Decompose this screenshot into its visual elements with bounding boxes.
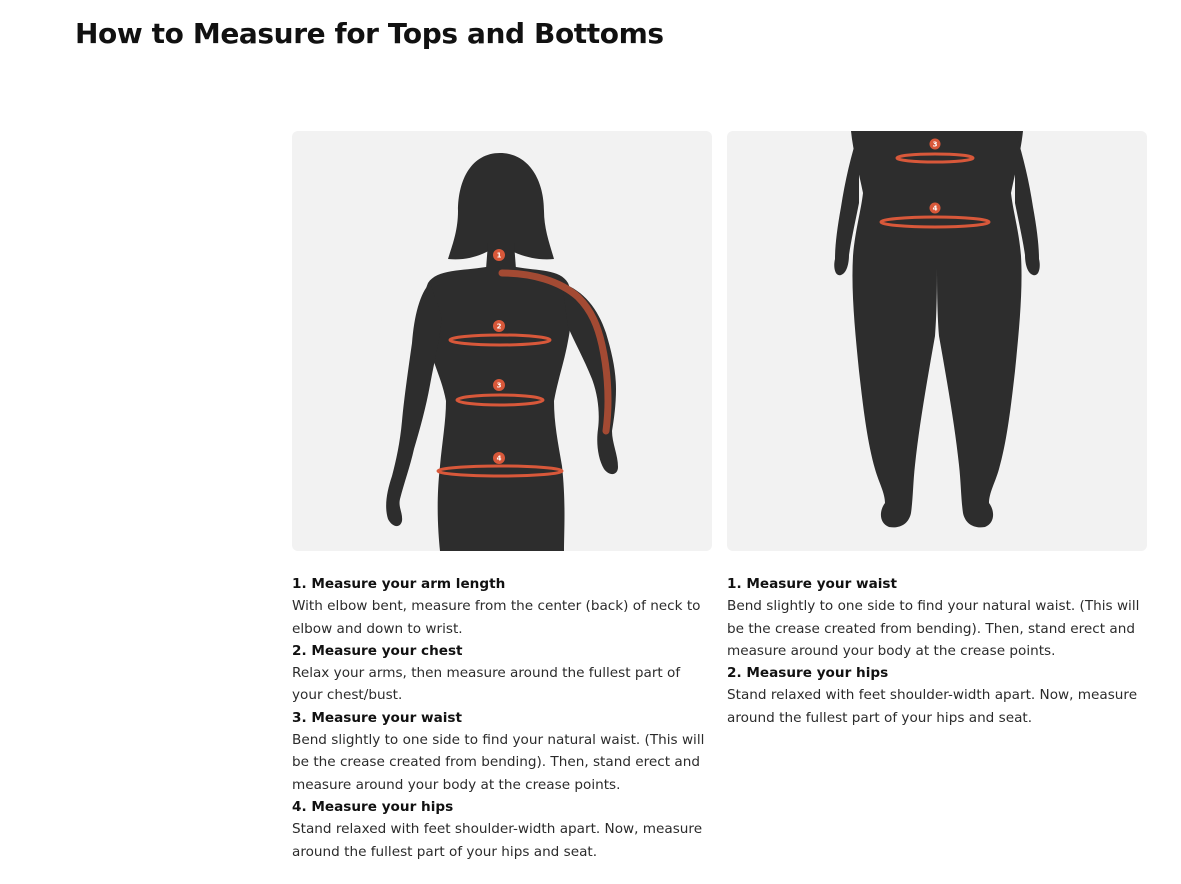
step-item (727, 573, 1147, 662)
bottoms-instructions (727, 573, 1147, 729)
step-title: 4. Measure your hips (292, 798, 454, 815)
badge-4 (493, 452, 505, 464)
badge-3 (493, 379, 505, 391)
step-text: Stand relaxed with feet shoulder-width apart. Now, measure around the fullest part of your hips and seat. (292, 821, 703, 860)
step-item (292, 707, 712, 796)
bottoms-figure-illustration (727, 131, 1147, 551)
step-text: Bend slightly to one side to find your natural waist. (This will be the crease created from bending). Then, stand erect and measure around your body at the crease points. (727, 598, 1140, 659)
upper-body-silhouette (386, 153, 618, 551)
page-title: How to Measure for Tops and Bottoms (75, 17, 664, 50)
svg-text:1: 1 (496, 251, 502, 260)
step-title: 1. Measure your waist (727, 576, 897, 592)
tops-figure-illustration (292, 131, 712, 551)
step-title: 3. Measure your waist (292, 709, 462, 726)
bottoms-figure-panel (727, 131, 1147, 551)
step-text: With elbow bent, measure from the center (back) of neck to elbow and down to wrist. (292, 598, 701, 637)
step-text: Bend slightly to one side to find your natural waist. (This will be the crease created from bending). Then, stand erect and measure around your body at the crease points. (292, 732, 705, 793)
lower-body-silhouette (834, 131, 1040, 527)
step-title: 1. Measure your arm length (292, 576, 506, 592)
svg-text:2: 2 (496, 322, 502, 331)
svg-text:4: 4 (932, 204, 938, 213)
step-item (727, 662, 1147, 729)
step-text: Relax your arms, then measure around the fullest part of your chest/bust. (292, 665, 681, 704)
badge-1 (493, 249, 505, 261)
badge-2 (493, 320, 505, 332)
badge-3 (930, 139, 941, 150)
step-title: 2. Measure your hips (727, 665, 889, 682)
svg-text:4: 4 (496, 454, 502, 463)
svg-text:3: 3 (932, 140, 938, 149)
step-text: Stand relaxed with feet shoulder-width apart. Now, measure around the fullest part of your hips and seat. (727, 687, 1138, 726)
tops-figure-panel (292, 131, 712, 551)
step-title: 2. Measure your chest (292, 642, 463, 659)
step-item (292, 573, 712, 640)
step-item (292, 796, 712, 863)
svg-text:3: 3 (496, 381, 502, 390)
badge-4 (930, 203, 941, 214)
tops-instructions (292, 573, 712, 863)
step-item (292, 640, 712, 707)
